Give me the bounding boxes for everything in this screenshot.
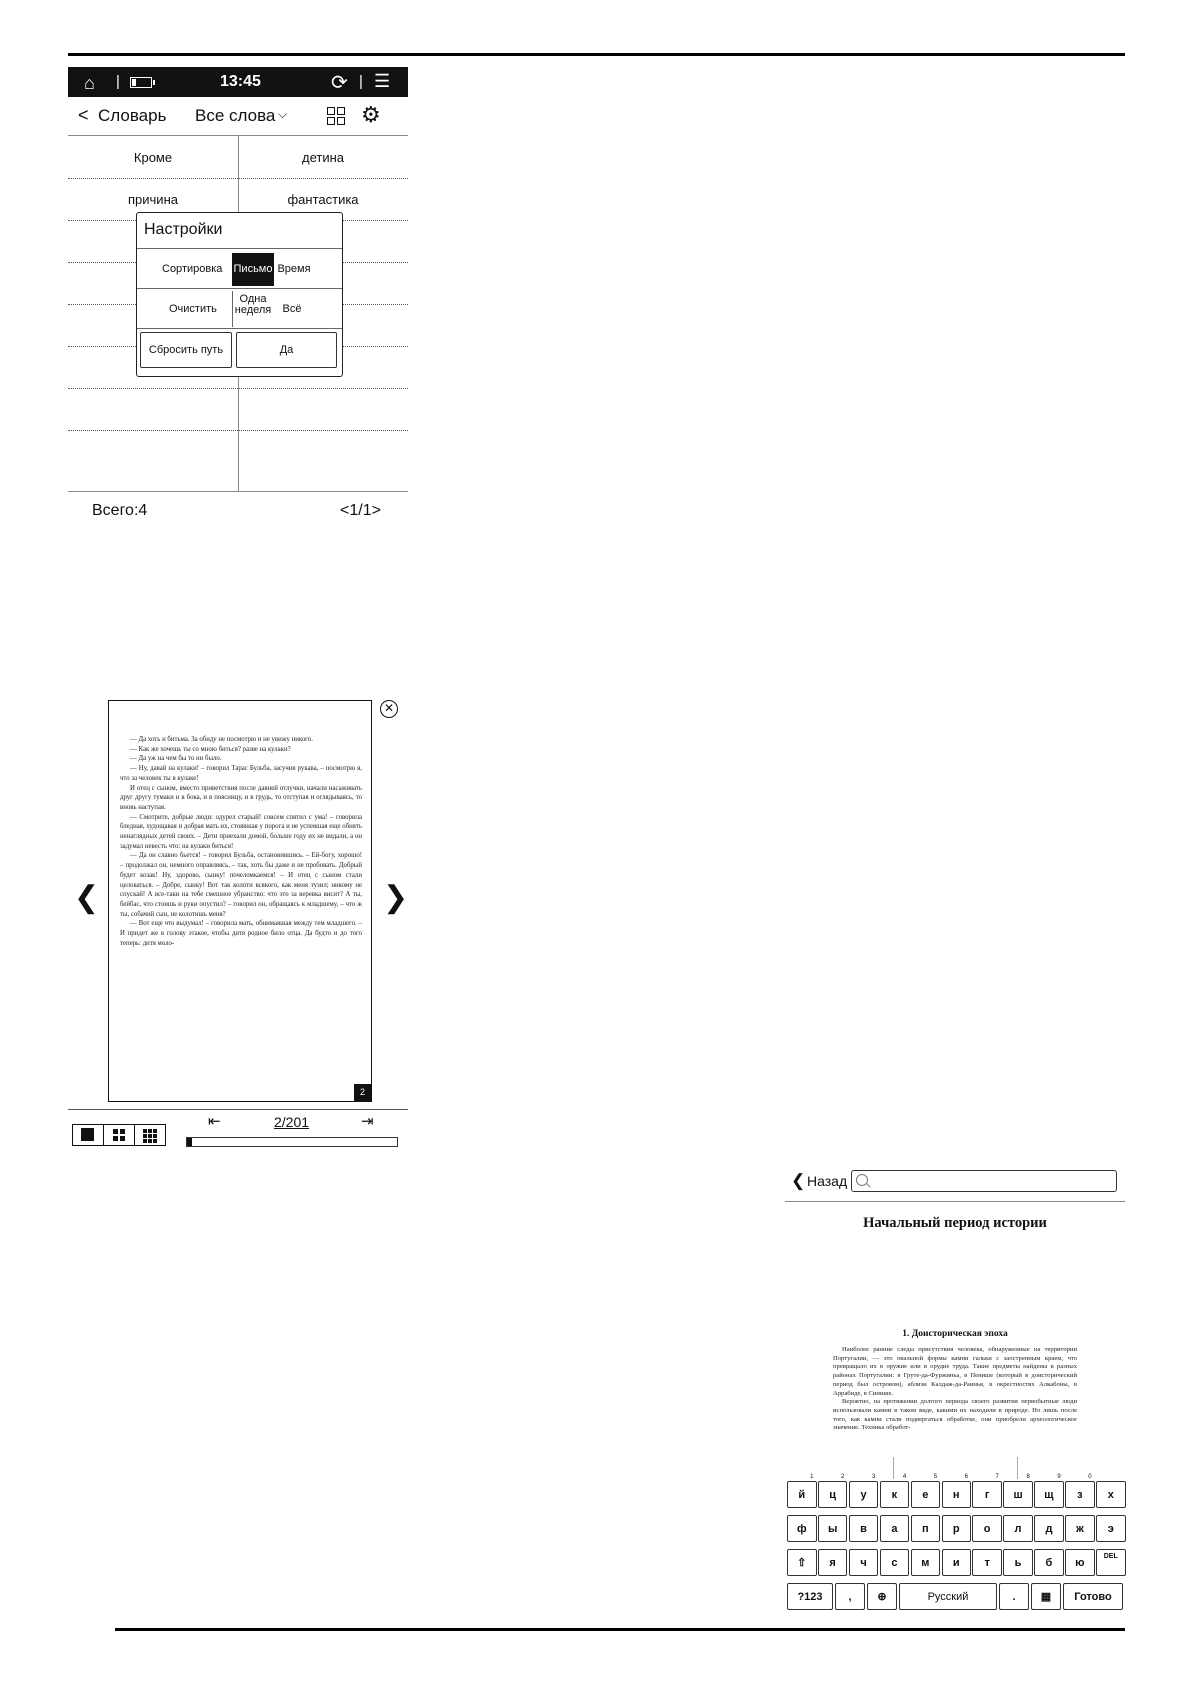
option-divider <box>232 291 233 327</box>
key-label: ш <box>1013 1489 1023 1501</box>
key[interactable] <box>818 1474 848 1508</box>
globe-icon[interactable] <box>867 1583 897 1610</box>
reset-path-button[interactable]: Сбросить путь <box>140 332 232 368</box>
key[interactable] <box>942 1515 972 1542</box>
key[interactable] <box>1065 1549 1095 1576</box>
row-divider <box>68 178 408 179</box>
delete-key[interactable] <box>1096 1549 1126 1576</box>
word-cell[interactable]: детина <box>301 150 344 165</box>
key[interactable] <box>911 1549 941 1576</box>
total-count: Всего:4 <box>92 502 148 519</box>
first-page-icon[interactable]: ⇤ <box>208 1113 221 1130</box>
key-label: к <box>891 1489 898 1501</box>
key[interactable] <box>1065 1474 1095 1508</box>
key[interactable] <box>911 1515 941 1542</box>
key[interactable] <box>849 1515 879 1542</box>
paragraph: — Ну, давай на кулаки! – говорил Тарас Бульба, засучив рукава, – посмотрю я, что за человек ты в кулаке! <box>120 765 362 782</box>
key[interactable] <box>1034 1515 1064 1542</box>
book-text <box>833 1346 1077 1433</box>
key[interactable] <box>1003 1515 1033 1542</box>
comma-key[interactable] <box>835 1583 865 1610</box>
key-label: ф <box>796 1523 807 1535</box>
key[interactable] <box>787 1474 817 1508</box>
key[interactable] <box>849 1474 879 1508</box>
key-digit-hint: 8 <box>1026 1474 1030 1480</box>
clock: 13:45 <box>220 73 261 90</box>
paragraph: — Да он славно бьется! – говорил Бульба, остановившись. – Ей-богу, хорошо! – продолжал он, немного оправляясь, – так, хоть бы даже и не пробовать. Добрый будет козак! Ну, здорово, сынку! почеломкаемся! – И отец с сыном стали целоваться. – Добре, сынку! Вот так колоти всякого, как меня тузил; никому не спускай! А все-таки на тебе смешное убранство: что это за веревка висит? А ты, бейбас, что стоишь и руки опустил? – говорил он, обращаясь к младшему, – что ж ты, собачий сын, не колотишь меня? <box>120 852 362 918</box>
paragraph: — Да хоть и битьма. За обиду не посмотрю и не увижу никого. <box>130 736 313 743</box>
paragraph: — Вот еще что выдумал! – говорила мать, обнимавшая между тем младшего. – И придет же в голову этакое, чтобы дитя родное било отца. Да будто и до того теперь: дитя моло- <box>120 920 362 947</box>
shift-icon[interactable] <box>787 1549 817 1576</box>
bottom-rule <box>115 1628 1125 1631</box>
key-label: х <box>1107 1489 1114 1501</box>
key-label: р <box>952 1523 960 1535</box>
settings-dialog <box>136 212 343 377</box>
footer-divider <box>68 1109 408 1110</box>
progress-fill <box>187 1138 192 1146</box>
key-digit-hint: 9 <box>1057 1474 1061 1480</box>
home-icon[interactable]: ⌂ <box>84 73 95 93</box>
key[interactable] <box>1096 1481 1126 1508</box>
sort-row <box>137 248 342 289</box>
keyboard-icon-label: ▦ <box>1040 1591 1052 1603</box>
key-label: ю <box>1075 1557 1085 1569</box>
key-label: ц <box>829 1489 837 1501</box>
button-row <box>137 328 342 376</box>
onscreen-keyboard <box>785 1474 1125 1623</box>
back-icon[interactable]: ❮ <box>791 1171 806 1190</box>
key-digit-hint: 1 <box>810 1474 814 1480</box>
key-label: а <box>891 1523 898 1535</box>
status-separator: | <box>359 73 363 90</box>
globe-icon-label: ⊕ <box>877 1591 887 1603</box>
section-title: 1. Доисторическая эпоха <box>902 1329 1008 1339</box>
key[interactable] <box>1034 1549 1064 1576</box>
key[interactable] <box>942 1474 972 1508</box>
dictionary-screen <box>68 67 408 527</box>
grid-view-icon[interactable] <box>327 107 345 125</box>
single-page-view-icon[interactable] <box>73 1125 103 1145</box>
key[interactable] <box>880 1474 910 1508</box>
key[interactable] <box>1096 1515 1126 1542</box>
key-label: е <box>922 1489 929 1501</box>
key[interactable] <box>911 1474 941 1508</box>
key[interactable] <box>1003 1474 1033 1508</box>
filter-dropdown[interactable]: Все слова <box>195 106 276 125</box>
key[interactable] <box>880 1515 910 1542</box>
sort-label: Сортировка <box>162 263 223 275</box>
key-label: б <box>1045 1557 1053 1569</box>
space-key[interactable] <box>899 1583 997 1610</box>
key-label: т <box>984 1557 990 1569</box>
pagination[interactable]: <1/1> <box>340 502 381 519</box>
back-button[interactable]: Назад <box>807 1173 848 1189</box>
period-key[interactable] <box>999 1583 1029 1610</box>
key[interactable] <box>1034 1474 1064 1508</box>
key-digit-hint: 2 <box>841 1474 845 1480</box>
paragraph: И отец с сыном, вместо приветствия после давней отлучки, начали насаживать друг другу тумаки и в бока, и в поясницу, и в грудь, то отступая и оглядываясь, то вновь наступая. <box>120 784 362 811</box>
key-label: л <box>1014 1523 1022 1535</box>
numeric-mode-key[interactable] <box>787 1583 833 1610</box>
key-digit-hint: 6 <box>964 1474 968 1480</box>
paragraph: Вероятно, на протяжении долгого периода своего развития первобытные люди использовали камни в таком виде, какими их находили в природе. Но лишь после того, как камни стали подвергаться обработке, они приобрели археологическое значение. Техника обработ- <box>833 1398 1077 1432</box>
chevron-right-icon[interactable]: ❯ <box>383 881 409 914</box>
key-label: м <box>921 1557 930 1569</box>
gear-icon[interactable]: ⚙ <box>361 102 381 127</box>
key[interactable] <box>1003 1549 1033 1576</box>
key-label: г <box>984 1489 990 1501</box>
guide-line <box>1017 1457 1018 1479</box>
key-label: ч <box>860 1557 867 1569</box>
key-digit-hint: 3 <box>871 1474 876 1480</box>
key-label: щ <box>1044 1489 1054 1501</box>
sync-icon[interactable]: ⟳ <box>331 72 348 94</box>
shift-icon-label: ⇧ <box>797 1557 807 1569</box>
key-label: в <box>860 1523 867 1535</box>
dictionary-footer <box>68 491 408 528</box>
close-circle-icon[interactable]: ✕ <box>380 700 398 718</box>
clear-row <box>137 288 342 329</box>
key-label: й <box>798 1489 806 1501</box>
confirm-button[interactable]: Да <box>236 332 337 368</box>
key-label: ж <box>1075 1523 1084 1535</box>
sort-option-letter[interactable]: Письмо <box>232 253 274 286</box>
key[interactable] <box>849 1549 879 1576</box>
key[interactable] <box>787 1515 817 1542</box>
word-cell[interactable]: Кроме <box>133 150 173 165</box>
key[interactable] <box>1065 1515 1095 1542</box>
key[interactable] <box>818 1549 848 1576</box>
key-digit-hint: 5 <box>933 1474 938 1480</box>
comma-key-label: , <box>848 1591 852 1603</box>
key[interactable] <box>972 1515 1002 1542</box>
title-bar <box>68 97 408 136</box>
page-number-badge: 2 <box>354 1084 371 1101</box>
paragraph: — Да уж на чем бы то ни было. <box>130 755 222 763</box>
done-key[interactable] <box>1063 1583 1123 1610</box>
four-page-view-icon[interactable] <box>103 1125 134 1145</box>
top-rule <box>68 53 1125 56</box>
chapter-title: Начальный период истории <box>863 1215 1047 1231</box>
search-screen <box>785 1165 1125 1625</box>
period-key-label: . <box>1012 1591 1016 1603</box>
key-label: с <box>891 1557 898 1569</box>
sort-option-time[interactable]: Время <box>277 263 311 275</box>
done-key-label: Готово <box>1074 1591 1112 1603</box>
search-bar <box>785 1165 1125 1202</box>
chevron-left-icon[interactable]: ❮ <box>74 881 100 914</box>
clear-option-week[interactable]: Одна неделя <box>234 293 272 316</box>
back-icon[interactable]: < <box>78 105 89 125</box>
reader-screen <box>68 700 408 1150</box>
last-page-icon[interactable]: ⇥ <box>361 1113 374 1130</box>
chevron-down-icon[interactable]: ⌵ <box>278 107 288 121</box>
row-divider <box>68 430 408 431</box>
key-label: о <box>983 1523 991 1535</box>
key-label: ь <box>1014 1557 1022 1569</box>
status-bar <box>68 67 408 97</box>
dialog-title: Настройки <box>144 221 223 238</box>
key-label: ы <box>827 1523 838 1535</box>
search-icon <box>856 1174 868 1186</box>
page-text <box>120 735 362 948</box>
delete-key-label: DEL <box>1103 1553 1118 1560</box>
key-label: у <box>860 1489 867 1501</box>
clear-option-all[interactable]: Всё <box>282 303 302 315</box>
battery-icon <box>130 77 152 88</box>
key-label: э <box>1107 1523 1114 1535</box>
key-label: и <box>952 1557 960 1569</box>
menu-icon[interactable]: ☰ <box>374 71 391 91</box>
nine-page-view-icon[interactable] <box>134 1125 165 1145</box>
key-label: п <box>922 1523 929 1535</box>
paragraph: Наиболее ранние следы присутствия человека, обнаруженные на территории Португалии, — это овальной формы камни гальки с заостренным краем, что превращало их в оружие или в орудие труда. Такие предметы найдены в разных районах Португалии: в Груте-да-Фуржиньа, в Пенише (который в доисторический период был островом), аблизи Калдаж-да-Раинья, в окрестностях Алкабоны, в Аррабиде, в Синише. <box>833 1346 1077 1397</box>
clear-label: Очистить <box>169 303 217 315</box>
key-label: н <box>952 1489 960 1501</box>
key-label: з <box>1077 1489 1083 1501</box>
word-cell[interactable]: фантастика <box>287 192 359 207</box>
space-key-label: Русский <box>927 1591 969 1603</box>
page-progress-slider[interactable] <box>186 1137 398 1147</box>
row-divider <box>68 388 408 389</box>
page-title[interactable]: Словарь <box>98 106 167 125</box>
guide-line <box>893 1457 894 1479</box>
key-label: я <box>829 1557 836 1569</box>
word-cell[interactable]: причина <box>128 192 178 207</box>
key[interactable] <box>880 1549 910 1576</box>
key[interactable] <box>942 1549 972 1576</box>
key[interactable] <box>972 1549 1002 1576</box>
key[interactable] <box>818 1515 848 1542</box>
key[interactable] <box>972 1474 1002 1508</box>
paragraph: — Смотрите, добрые люди: одурел старый! совсем спятил с ума! – говорила бледная, худощавая и добрая мать их, стоявшая у порога и не успевшая еще обнять ненаглядных детей своих. – Дети приехали домой, больше году их не видали, а он задумал невесть что: на кулаки биться! <box>120 813 362 850</box>
page-indicator[interactable]: 2/201 <box>274 1114 310 1130</box>
search-input[interactable] <box>851 1170 1117 1192</box>
key-digit-hint: 7 <box>995 1474 999 1480</box>
key-digit-hint: 4 <box>902 1474 907 1480</box>
view-mode-switcher <box>72 1124 166 1146</box>
keyboard-icon[interactable] <box>1031 1583 1061 1610</box>
key-label: д <box>1045 1523 1053 1535</box>
book-page-preview[interactable] <box>108 700 372 1102</box>
key-digit-hint: 0 <box>1088 1474 1092 1480</box>
paragraph: — Как же хочешь ты со мною биться? разве на кулаки? <box>130 745 291 753</box>
status-separator: | <box>116 73 120 90</box>
numeric-mode-key-label: ?123 <box>797 1591 823 1603</box>
